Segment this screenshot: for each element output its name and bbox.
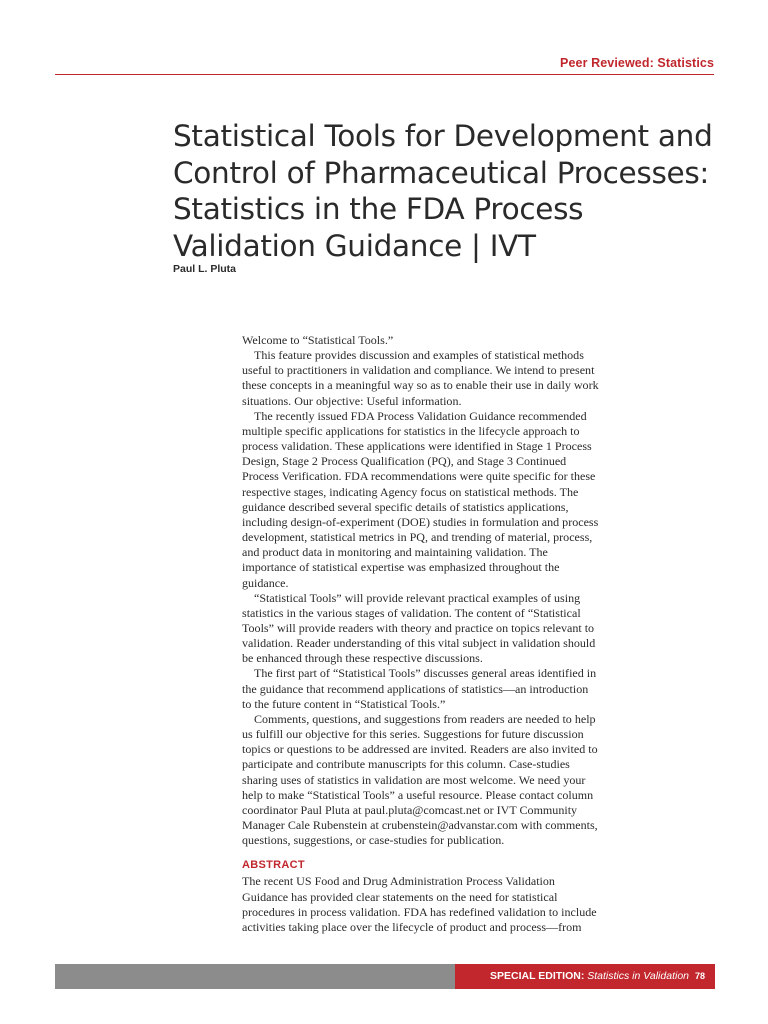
article-author: Paul L. Pluta: [173, 263, 237, 275]
footer-edition-label: SPECIAL EDITION:: [490, 970, 585, 982]
body-paragraph: This feature provides discussion and examples of statistical methods useful to practitioners in validation and compliance. We intend to present these concepts in a meaningful way so as to enable their use in daily work situations. Our objective: Useful information.: [242, 348, 599, 408]
footer-gray-band: [55, 964, 455, 989]
footer-edition-subject: Statistics in Validation: [587, 970, 689, 982]
abstract-text: The recent US Food and Drug Administration Process Validation Guidance has provided clear statements on the need for statistical procedures in process validation. FDA has redefined validation to include activities taking place over the lifecycle of product and process—from: [242, 874, 597, 934]
section-tag: Peer Reviewed: Statistics: [560, 56, 714, 70]
abstract-heading: ABSTRACT: [242, 859, 305, 872]
body-paragraph: “Statistical Tools” will provide relevant practical examples of using statistics in the various stages of validation. The content of “Statistical Tools” will provide readers with theory and practice on topics relevant to validation. Reader understanding of this vital subject in validation should be enhanced through these respective discussions.: [242, 590, 596, 666]
footer-bar: [55, 964, 715, 989]
body-paragraph: The recently issued FDA Process Validation Guidance recommended multiple specific applications for statistics in the lifecycle approach to process validation. These applications were identified in Stage 1 Process Design, Stage 2 Process Qualification (PQ), and Stage 3 Continued Process Verification. FDA recommendations were quite specific for these respective stages, indicating Agency focus on statistical methods. The guidance described several specific details of statistics applications, including design-of-experiment (DOE) studies in formulation and process development, statistical metrics in PQ, and trending of material, process, and product data in monitoring and maintaining validation. The importance of statistical expertise was emphasized throughout the guidance.: [242, 408, 599, 590]
article-title: Statistical Tools for Development and Control of Pharmaceutical Processes: Statistics in the FDA Process Validation Guidance | IVT: [173, 119, 713, 263]
header-divider: [55, 74, 714, 75]
footer-red-band: [455, 964, 715, 989]
body-paragraph: Welcome to “Statistical Tools.”: [242, 333, 394, 347]
footer-edition: [490, 970, 689, 982]
article-body: [242, 333, 600, 935]
page-number: 78: [694, 971, 705, 981]
body-paragraph: Comments, questions, and suggestions from readers are needed to help us fulfill our objective for this series. Suggestions for future discussion topics or questions to be addressed are invited. Readers are also invited to participate and contribute manuscripts for this column. Case-studies sharing uses of statistics in validation are most welcome. We need your help to make “Statistical Tools” a useful resource. Please contact column coordinator Paul Pluta at paul.pluta@comcast.net or IVT Community Manager Cale Rubenstein at crubenstein@advanstar.com with comments, questions, suggestions, or case-studies for publication.: [242, 711, 598, 848]
body-paragraph: The first part of “Statistical Tools” discusses general areas identified in the guidance that recommend applications of statistics—an introduction to the future content in “Statistical Tools.”: [242, 666, 597, 711]
